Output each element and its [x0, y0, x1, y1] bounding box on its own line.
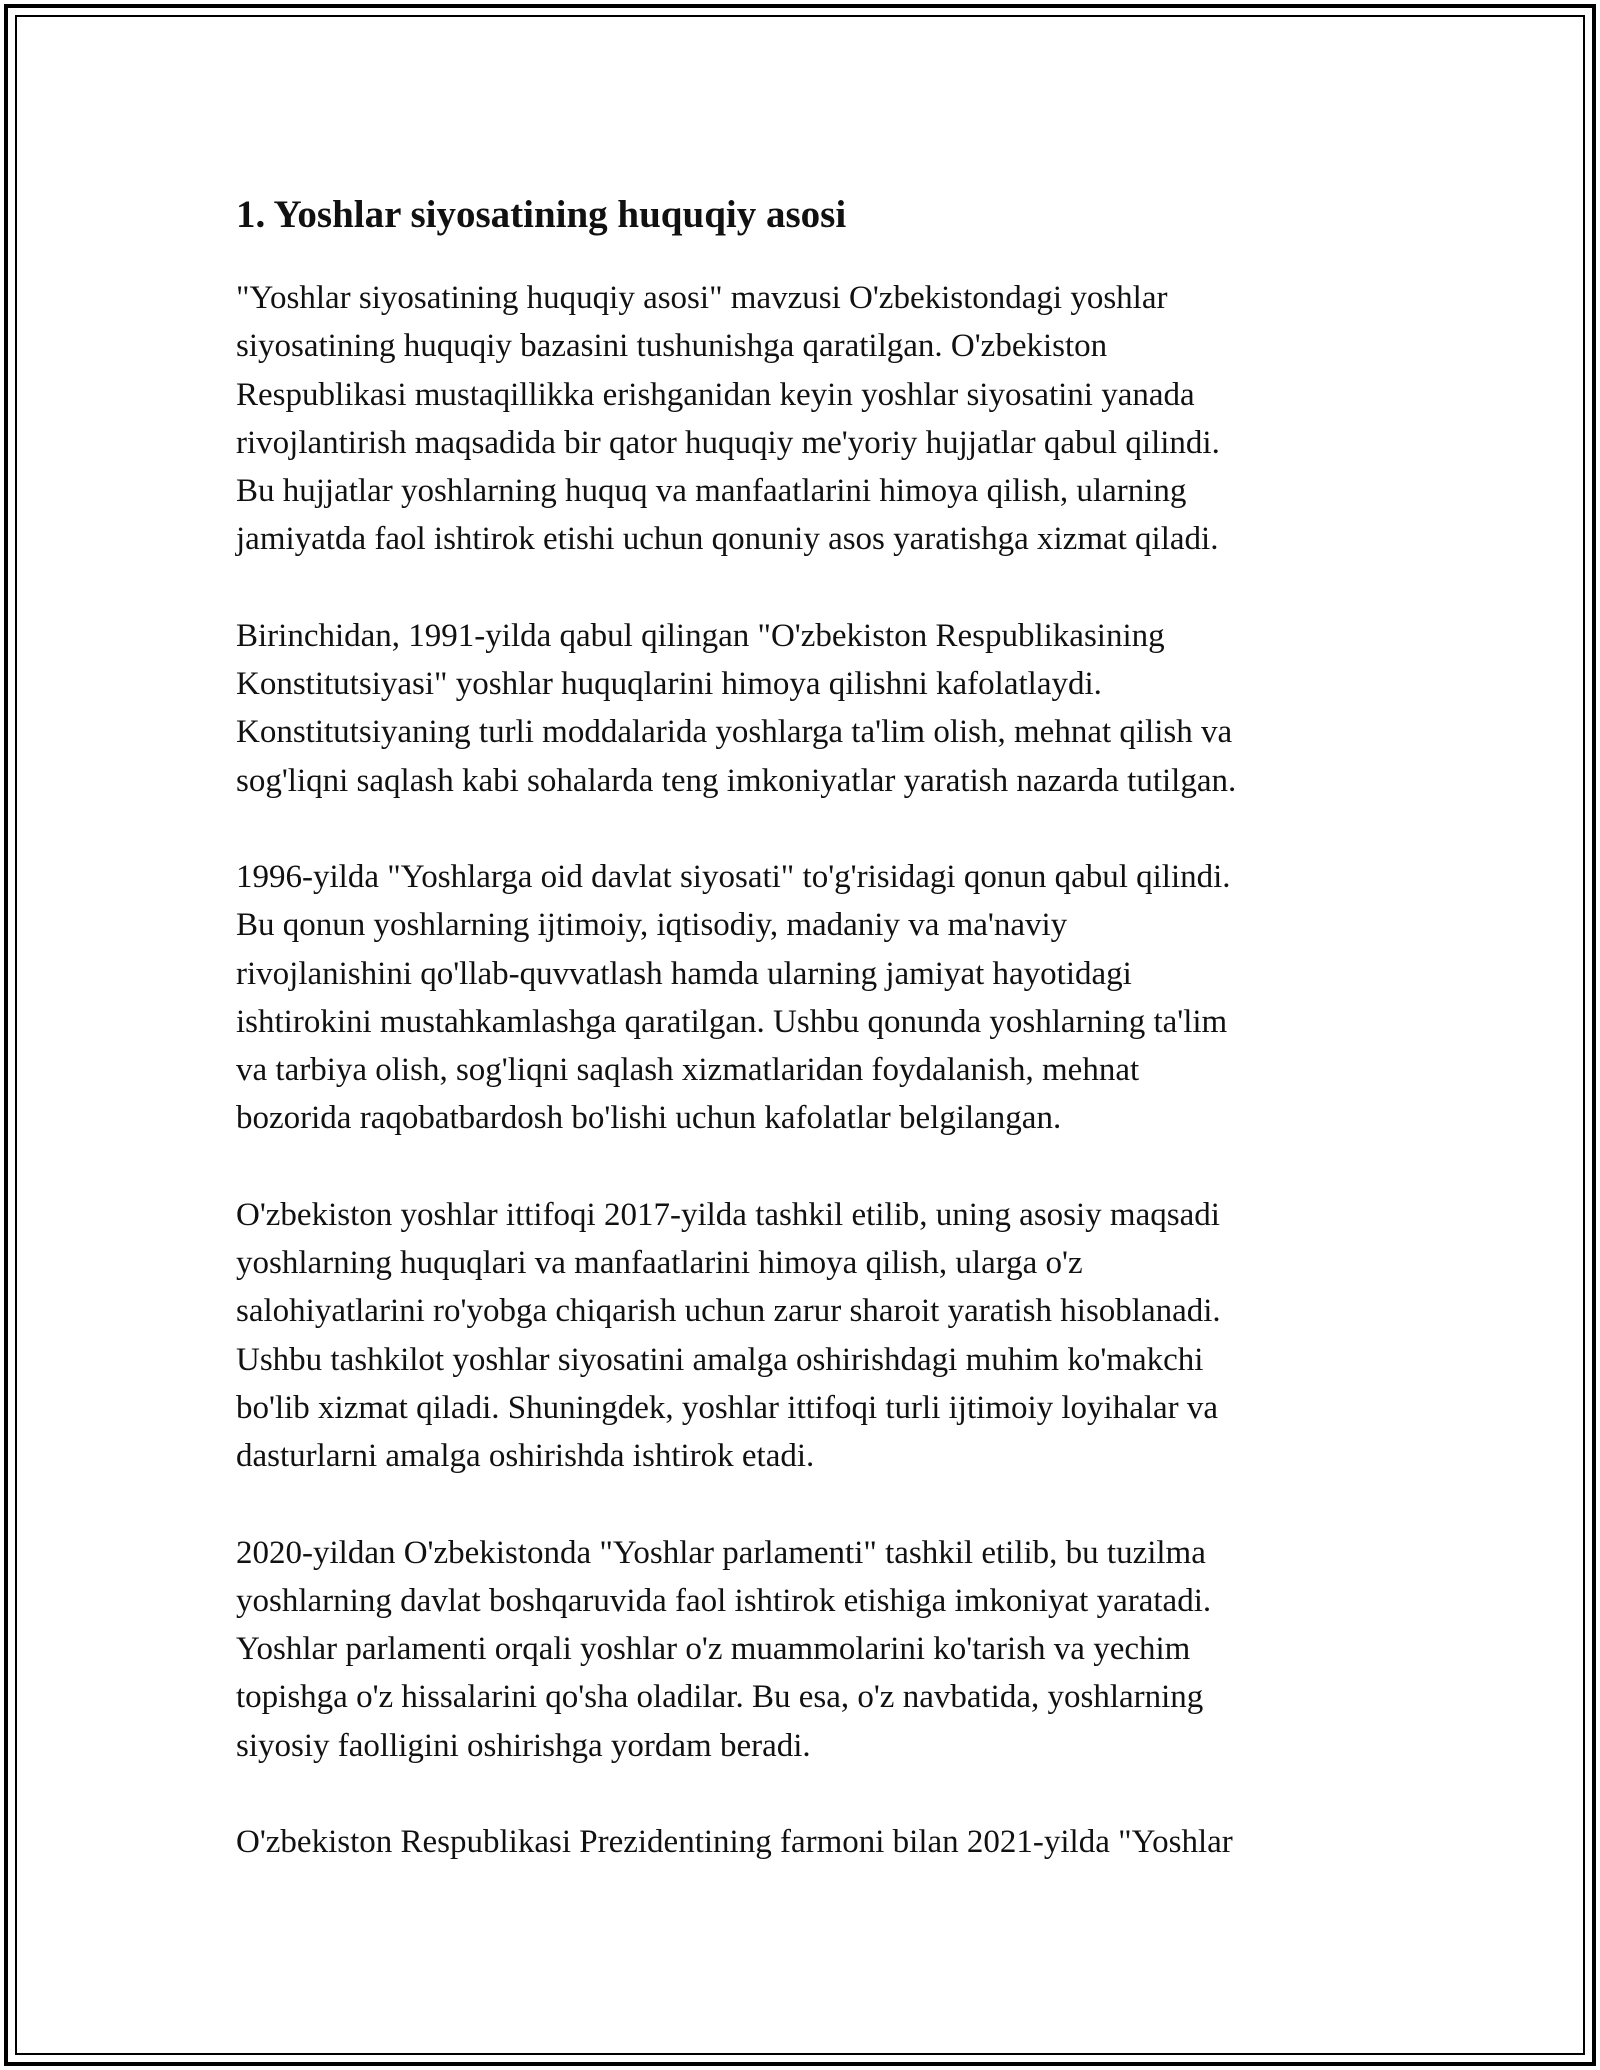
section-heading: 1. Yoshlar siyosatining huquqiy asosi — [236, 193, 847, 236]
paragraph-youth-parliament: 2020-yildan O'zbekistonda "Yoshlar parlamenti" tashkil etilib, bu tuzilma yoshlarning davlat boshqaruvida faol ishtirok etishiga imkoniyat yaratadi. Yoshlar parlamenti orqali yoshlar o'z muammolarini ko'tarish va yechim topishga o'z hissalarini qo'sha oladilar. Bu esa, o'z navbatida, yoshlarning siyosiy faolligini oshirishga yordam beradi. — [236, 1534, 1212, 1764]
paragraph-constitution: Birinchidan, 1991-yilda qabul qilingan "O'zbekiston Respublikasining Konstitutsiyasi" yoshlar huquqlarini himoya qilishni kafolatlaydi. Konstitutsiyaning turli moddalarida yoshlarga ta'lim olish, mehnat qilish va sog'liqni saqlash kabi sohalarda teng imkoniyatlar yaratish nazarda tutilgan. — [236, 617, 1237, 799]
paragraph-intro: "Yoshlar siyosatining huquqiy asosi" mavzusi O'zbekistondagi yoshlar siyosatining huquqiy bazasini tushunishga qaratilgan. O'zbekiston Respublikasi mustaqillikka erishganidan keyin yoshlar siyosatini yanada rivojlantirish maqsadida bir qator huquqiy me'yoriy hujjatlar qabul qilindi. Bu hujjatlar yoshlarning huquq va manfaatlarini himoya qilish, ularning jamiyatda faol ishtirok etishi uchun qonuniy asos yaratishga xizmat qiladi. — [236, 280, 1220, 558]
paragraph-1996-law: 1996-yilda "Yoshlarga oid davlat siyosati" to'g'risidagi qonun qabul qilindi. Bu qonun yoshlarning ijtimoiy, iqtisodiy, madaniy va ma'naviy rivojlanishini qo'llab-quvvatlash hamda ularning jamiyat hayotidagi ishtirokini mustahkamlashga qaratilgan. Ushbu qonunda yoshlarning ta'lim va tarbiya olish, sog'liqni saqlash xizmatlaridan foydalanish, mehnat bozorida raqobatbardosh bo'lishi uchun kafolatlar belgilangan. — [236, 858, 1231, 1137]
paragraph-youth-union: O'zbekiston yoshlar ittifoqi 2017-yilda tashkil etilib, uning asosiy maqsadi yoshlarning huquqlari va manfaatlarini himoya qilish, ularga o'z salohiyatlarini ro'yobga chiqarish uchun zarur sharoit yaratish hisoblanadi. Ushbu tashkilot yoshlar siyosatini amalga oshirishdagi muhim ko'makchi bo'lib xizmat qiladi. Shuningdek, yoshlar ittifoqi turli ijtimoiy loyihalar va dasturlarni amalga oshirishda ishtirok etadi. — [236, 1196, 1221, 1475]
paragraph-presidential-decree: O'zbekiston Respublikasi Prezidentining farmoni bilan 2021-yilda "Yoshlar — [236, 1824, 1233, 1861]
document-body — [236, 182, 1366, 1914]
